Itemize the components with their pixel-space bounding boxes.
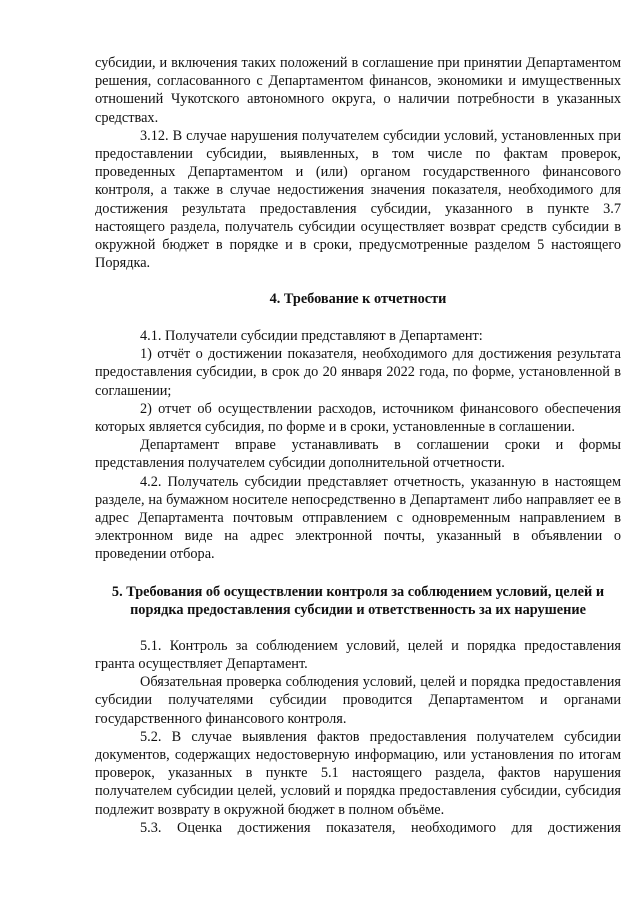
paragraph-5-2: 5.2. В случае выявления фактов предоставления получателем субсидии документов, содержащих недостоверную информацию, или установления по итогам проверок, указанных в пункте 5.1 настоящего раздела, фактов нарушения получателем субсидии целей, условий и порядка предоставления субсидии, субсидия подлежит возврату в окружной бюджет в полном объёме. bbox=[95, 728, 621, 818]
paragraph-3-12: 3.12. В случае нарушения получателем субсидии условий, установленных при предоставлении субсидии, выявленных, в том числе по фактам проверок, проведенных Департаментом и (или) органом государственного финансового контроля, а также в случае недостижения значения показателя, необходимого для достижения результата предоставления субсидии, указанного в пункте 3.7 настоящего раздела, получатель субсидии осуществляет возврат средств субсидии в окружной бюджет в порядке и в сроки, предусмотренные разделом 5 настоящего Порядка. bbox=[95, 127, 621, 272]
section-5-heading: 5. Требования об осуществлении контроля за соблюдением условий, целей и порядка предоставления субсидии и ответственность за их нарушение bbox=[111, 583, 605, 619]
spacer bbox=[95, 309, 621, 327]
paragraph-4-1-item-1: 1) отчёт о достижении показателя, необходимого для достижения результата предоставления субсидии, в срок до 20 января 2022 года, по форме, установленной в соглашении; bbox=[95, 346, 621, 399]
paragraph-5-1-check: Обязательная проверка соблюдения условий, целей и порядка предоставления субсидии получателями субсидии проводится Департаментом и органами государственного финансового контроля. bbox=[95, 674, 621, 727]
paragraph-4-1-item-2: 2) отчет об осуществлении расходов, источником финансового обеспечения которых является субсидия, по форме и в сроки, установленные в соглашении. bbox=[95, 400, 621, 436]
paragraph-continuation: субсидии, и включения таких положений в соглашение при принятии Департаментом решения, согласованного с Департаментом финансов, экономики и имущественных отношений Чукотского автономного округа, о наличии потребности в указанных средствах. bbox=[95, 55, 621, 126]
paragraph-5-3: 5.3. Оценка достижения показателя, необходимого для достижения bbox=[140, 819, 621, 836]
paragraph-4-1: 4.1. Получатели субсидии представляют в Департамент: bbox=[140, 328, 483, 345]
spacer bbox=[95, 620, 621, 637]
paragraph-4-2: 4.2. Получатель субсидии представляет отчетность, указанную в настоящем разделе, на бумажном носителе непосредственно в Департамент либо направляет ее в адрес Департамента почтовым отправлением с одновременным направлением в электронном виде на адрес электронной почты, указанный в объявлении о проведении отбора. bbox=[95, 473, 621, 563]
paragraph-5-1: 5.1. Контроль за соблюдением условий, целей и порядка предоставления гранта осуществляет Департамент. bbox=[95, 637, 621, 673]
spacer bbox=[95, 272, 621, 290]
paragraph-4-1-additional: Департамент вправе устанавливать в соглашении сроки и формы представления получателем субсидии дополнительной отчетности. bbox=[95, 437, 621, 472]
section-4-heading: 4. Требование к отчетности bbox=[269, 291, 447, 308]
document-body bbox=[95, 54, 621, 837]
spacer bbox=[95, 564, 621, 583]
